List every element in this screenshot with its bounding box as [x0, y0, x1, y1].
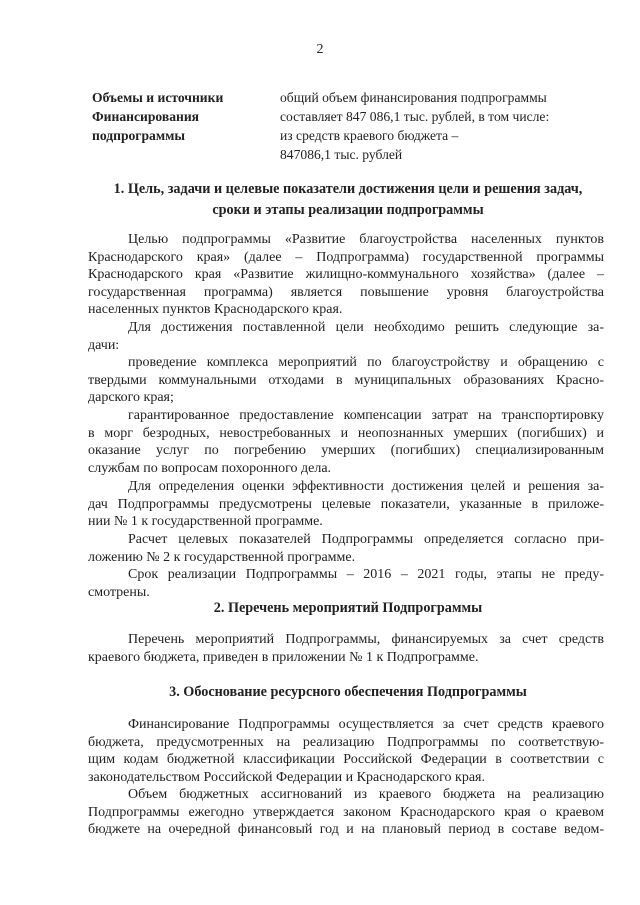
passport-label-line: Объемы и источники [92, 90, 224, 105]
paragraph-line: в морг безродных, невостребованных и неопознанных умерших (погибших) и [88, 425, 604, 441]
section-3-paragraph-allocations [88, 786, 604, 839]
paragraph-line: твердыми коммунальными отходами в муниципальных образованиях Красно- [88, 372, 604, 388]
paragraph-line: государственная программа) является повышение уровня благоустройства [88, 284, 604, 300]
section-1-title-line: сроки и этапы реализации подпрограммы [212, 202, 484, 218]
paragraph-line: Перечень мероприятий Подпрограммы, финансируемых за счет средств [128, 632, 604, 647]
paragraph-line: Целью подпрограммы «Развитие благоустройства населенных пунктов [128, 232, 604, 247]
section-1-title [88, 179, 608, 221]
section-3-title: 3. Обоснование ресурсного обеспечения Подпрограммы [169, 684, 527, 700]
paragraph-line: проведение комплекса мероприятий по благоустройству и обращению с [128, 355, 604, 370]
paragraph-line: Для достижения поставленной цели необходимо решить следующие за- [128, 320, 604, 335]
paragraph-line: службам по вопросам похоронного дела. [88, 460, 332, 476]
paragraph-line: гарантированное предоставление компенсации затрат на транспортировку [128, 408, 604, 423]
passport-label-line: Финансирования [92, 109, 200, 124]
section-1-paragraph-task-1 [88, 354, 604, 407]
passport-value-line: из средств краевого бюджета – [280, 128, 459, 143]
paragraph-line: Краснодарского края» (далее – Подпрограмма) государственной программы [88, 249, 604, 265]
paragraph-line: бюджете на очередной финансовый год и на плановый период в составе ведом- [88, 822, 604, 838]
paragraph-line: ложению № 2 к государственной программе. [88, 549, 356, 565]
section-1-paragraph-calculation [88, 531, 604, 566]
section-1-paragraph-task-2 [88, 407, 604, 477]
passport-value-line: общий объем финансирования подпрограммы [280, 90, 547, 105]
paragraph-line: Финансирование Подпрограммы осуществляется за счет средств краевого [128, 717, 604, 732]
paragraph-line: Краснодарского края «Развитие жилищно-коммунального хозяйства» (далее – [88, 267, 604, 283]
paragraph-line: бюджета, предусмотренных на реализацию Подпрограммы по соответствую- [88, 734, 604, 750]
passport-label-line: подпрограммы [92, 128, 185, 143]
section-1-paragraph-tasks-intro [88, 319, 604, 354]
paragraph-line: Подпрограммы ежегодно утверждается законом Краснодарского края о краевом [88, 804, 604, 820]
paragraph-line: Расчет целевых показателей Подпрограммы определяется согласно при- [128, 532, 604, 547]
section-1-paragraph-goal [88, 231, 604, 319]
section-1-paragraph-term [88, 566, 604, 601]
paragraph-line: дачи: [88, 337, 120, 353]
section-1-paragraph-indicators [88, 478, 604, 531]
paragraph-line: краевого бюджета, приведен в приложении № 1 к Подпрограмме. [88, 649, 479, 665]
paragraph-line: смотрены. [88, 584, 150, 600]
passport-value-line: 847086,1 тыс. рублей [280, 147, 403, 162]
section-3-paragraph-financing [88, 716, 604, 786]
paragraph-line: законодательством Российской Федерации и Краснодарского края. [88, 769, 485, 785]
paragraph-line: нии № 1 к государственной программе. [88, 514, 323, 530]
section-1-title-line: 1. Цель, задачи и целевые показатели достижения цели и решения задач, [113, 181, 583, 197]
paragraph-line: щим кодам бюджетной классификации Российской Федерации в соответствии с [88, 752, 604, 768]
section-2-paragraph [88, 631, 604, 666]
paragraph-line: оказание услуг по погребению умерших (погибших) специализированным [88, 443, 604, 459]
passport-row [92, 88, 612, 164]
passport-value-line: составляет 847 086,1 тыс. рублей, в том числе: [280, 109, 550, 124]
paragraph-line: Для определения оценки эффективности достижения целей и решения за- [128, 479, 604, 494]
page-number: 2 [316, 42, 324, 57]
paragraph-line: Объем бюджетных ассигнований из краевого бюджета на реализацию [128, 787, 604, 802]
section-2-title: 2. Перечень мероприятий Подпрограммы [213, 600, 483, 616]
passport-label [92, 88, 280, 164]
paragraph-line: населенных пунктов Краснодарского края. [88, 302, 343, 318]
paragraph-line: дарского края; [88, 390, 174, 406]
paragraph-line: Срок реализации Подпрограммы – 2016 – 2021 годы, этапы не преду- [128, 567, 604, 582]
passport-value [280, 88, 610, 164]
paragraph-line: дач Подпрограммы предусмотрены целевые показатели, указанные в приложе- [88, 496, 604, 512]
